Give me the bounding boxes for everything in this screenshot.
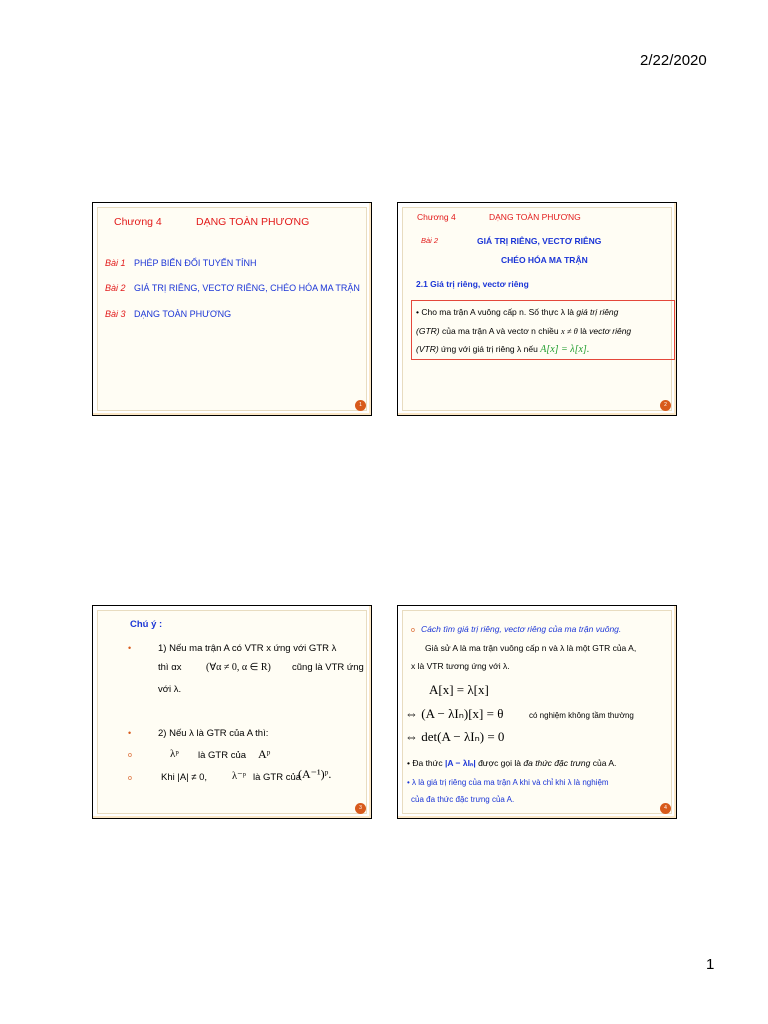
term-eigenvalue: giá trị riêng [576, 307, 619, 317]
equation-eigen: A[x] = λ[x] [429, 682, 489, 697]
eigen-equation: A[x] = λ[x]. [540, 344, 590, 355]
slide-1-content [97, 207, 367, 411]
slide-4-number-badge: 4 [660, 803, 671, 814]
circle-bullet-icon: o [411, 627, 415, 634]
bullet-characteristic-polynomial [407, 758, 616, 769]
bullet-text: của A. [590, 758, 617, 768]
note-1-condition: (∀α ≠ 0, α ∈ R) [206, 662, 271, 673]
bullet-eigen-root [407, 778, 609, 787]
term-characteristic-polynomial: đa thức đặc trưng [523, 758, 591, 768]
bullet-icon: • [128, 728, 132, 738]
definition-text: ứng với giá trị riêng λ nếu [438, 344, 541, 354]
slide-2-lesson-number: Bài 2 [421, 236, 439, 245]
slide-2-chapter: Chương 4 [417, 212, 456, 222]
circle-bullet-icon: o [128, 752, 132, 759]
slide-4-para-1: Giả sử A là ma trận vuông cấp n và λ là một GTR của A, [425, 643, 637, 653]
lambda-negative-power: λ⁻ᵖ [232, 771, 246, 782]
note-1-line-2a: thì αx [158, 662, 182, 673]
bullet-text: • Đa thức [407, 758, 445, 768]
lesson-3-title: DẠNG TOÀN PHƯƠNG [134, 309, 232, 319]
slide-4-heading: Cách tìm giá trị riêng, vectơ riêng của ma trận vuông. [421, 624, 622, 634]
note-1-line-2c: cũng là VTR ứng [292, 662, 364, 673]
definition-line-1 [416, 307, 618, 317]
lesson-2-number: Bài 2 [105, 283, 126, 293]
page-number: 1 [706, 956, 715, 973]
slide-3 [92, 605, 372, 819]
definition-text: của ma trận A và vectơ n chiều [439, 326, 561, 336]
lesson-1-number: Bài 1 [105, 258, 126, 268]
slide-3-title: Chú ý : [130, 619, 163, 630]
slide-4-content [402, 610, 672, 814]
slide-2-lesson-title-2: CHÉO HÓA MA TRẬN [501, 255, 588, 265]
bullet-icon: • [128, 643, 132, 653]
note-2-line-2: là GTR của [198, 750, 247, 761]
note-2-line-3c: là GTR của [253, 772, 302, 783]
definition-text: là [577, 326, 590, 336]
slide-2-title: DẠNG TOÀN PHƯƠNG [489, 212, 581, 222]
note-1-line-3: với λ. [158, 684, 182, 695]
characteristic-determinant: |A − λIₙ| [444, 758, 476, 768]
slide-1-title: DẠNG TOÀN PHƯƠNG [196, 216, 310, 228]
slide-3-content [97, 610, 367, 814]
slide-2-content [402, 207, 672, 411]
page-date: 2/22/2020 [640, 52, 707, 69]
slide-2-section-heading: 2.1 Giá trị riêng, vectơ riêng [416, 279, 529, 289]
slide-1-chapter: Chương 4 [114, 216, 162, 228]
lesson-1-title: PHÉP BIẾN ĐỔI TUYẾN TÍNH [134, 258, 257, 268]
inverse-matrix-power: (A⁻¹)ᵖ. [298, 767, 332, 781]
slide-2 [397, 202, 677, 416]
lesson-3-number: Bài 3 [105, 309, 126, 319]
slide-4-para-2: x là VTR tương ứng với λ. [411, 661, 510, 671]
bullet-eigen-root-line-2: của đa thức đặc trưng của A. [411, 795, 515, 804]
bullet-text: được gọi là [475, 758, 524, 768]
definition-line-3 [416, 344, 589, 355]
term-eigenvector: vectơ riêng [589, 326, 632, 336]
slide-2-lesson-title-1: GIÁ TRỊ RIÊNG, VECTƠ RIÊNG [477, 236, 602, 246]
term-gtr: (GTR) [416, 326, 440, 336]
equation-characteristic: ⇔ det(A − λIₙ) = 0 [405, 729, 505, 744]
equation-homogeneous: ⇔ (A − λIₙ)[x] = θ [405, 706, 504, 721]
matrix-power: Aᵖ [258, 747, 271, 761]
definition-text: • Cho ma trận A vuông cấp n. Số thực λ là [416, 307, 577, 317]
circle-bullet-icon: o [128, 775, 132, 782]
slide-3-number-badge: 3 [355, 803, 366, 814]
lambda-power: λᵖ [170, 748, 179, 760]
term-vtr: (VTR) [416, 344, 439, 354]
slide-1 [92, 202, 372, 416]
vector-condition: x ≠ θ [560, 326, 578, 336]
note-2-line-3a: Khi |A| ≠ 0, [161, 772, 208, 783]
note-2-line-1: 2) Nếu λ là GTR của A thì: [158, 728, 269, 739]
equation-note: có nghiệm không tầm thường [529, 711, 634, 720]
definition-line-2 [416, 326, 631, 336]
note-1-line-1: 1) Nếu ma trận A có VTR x ứng với GTR λ [158, 643, 337, 654]
definition-box [411, 300, 675, 360]
slide-2-number-badge: 2 [660, 400, 671, 411]
slide-4 [397, 605, 677, 819]
lesson-2-title: GIÁ TRỊ RIÊNG, VECTƠ RIÊNG, CHÉO HÓA MA TRẬN [134, 283, 360, 293]
bullet-text: λ là giá trị riêng của ma trận A khi và chỉ khi λ là nghiệm [412, 778, 609, 787]
slide-1-number-badge: 1 [355, 400, 366, 411]
bullet-text: • [407, 778, 413, 787]
